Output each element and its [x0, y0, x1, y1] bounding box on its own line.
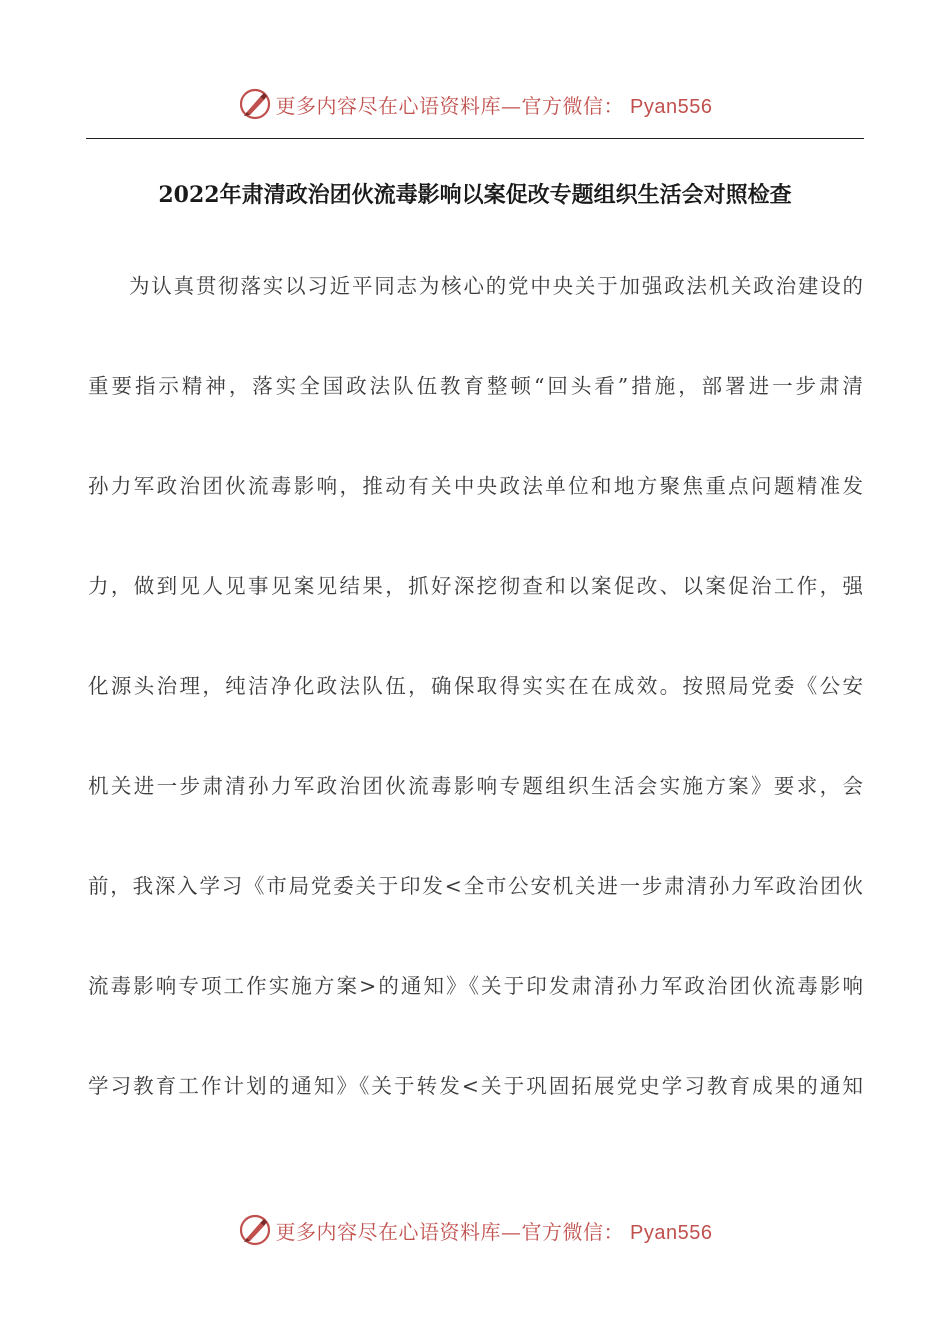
body-line: 流毒影响专项工作实施方案>的通知》《关于印发肃清孙力军政治团伙流毒影响	[88, 974, 863, 998]
document-title: 2022年肃清政治团伙流毒影响以案促改专题组织生活会对照检查	[158, 182, 792, 208]
body-line: 学习教育工作计划的通知》《关于转发<关于巩固拓展党史学习教育成果的通知	[88, 1074, 863, 1098]
body-line: 孙力军政治团伙流毒影响，推动有关中央政法单位和地方聚焦重点问题精准发	[88, 474, 863, 498]
header-banner	[0, 84, 950, 124]
header-wechat-handle: Pyan556	[630, 95, 713, 118]
body-line: 为认真贯彻落实以习近平同志为核心的党中央关于加强政法机关政治建设的	[129, 274, 863, 298]
pen-logo-icon	[238, 87, 272, 121]
body-line: 重要指示精神，落实全国政法队伍教育整顿“回头看”措施，部署进一步肃清	[88, 374, 863, 398]
body-line: 力，做到见人见事见案见结果，抓好深挖彻查和以案促改、以案促治工作，强	[88, 574, 863, 598]
body-line: 前，我深入学习《市局党委关于印发<全市公安机关进一步肃清孙力军政治团伙	[88, 874, 863, 898]
header-banner-text: 更多内容尽在心语资料库—官方微信： Pyan556	[275, 93, 713, 118]
body-line: 机关进一步肃清孙力军政治团伙流毒影响专题组织生活会实施方案》要求，会	[88, 774, 863, 798]
body-line: 化源头治理，纯洁净化政法队伍，确保取得实实在在成效。按照局党委《公安	[88, 674, 863, 698]
document-body	[88, 260, 863, 1160]
pen-logo-icon	[238, 1213, 272, 1247]
footer-banner	[0, 1210, 950, 1250]
footer-wechat-handle: Pyan556	[630, 1221, 713, 1244]
header-divider	[86, 138, 864, 139]
footer-banner-text: 更多内容尽在心语资料库—官方微信： Pyan556	[275, 1219, 713, 1244]
